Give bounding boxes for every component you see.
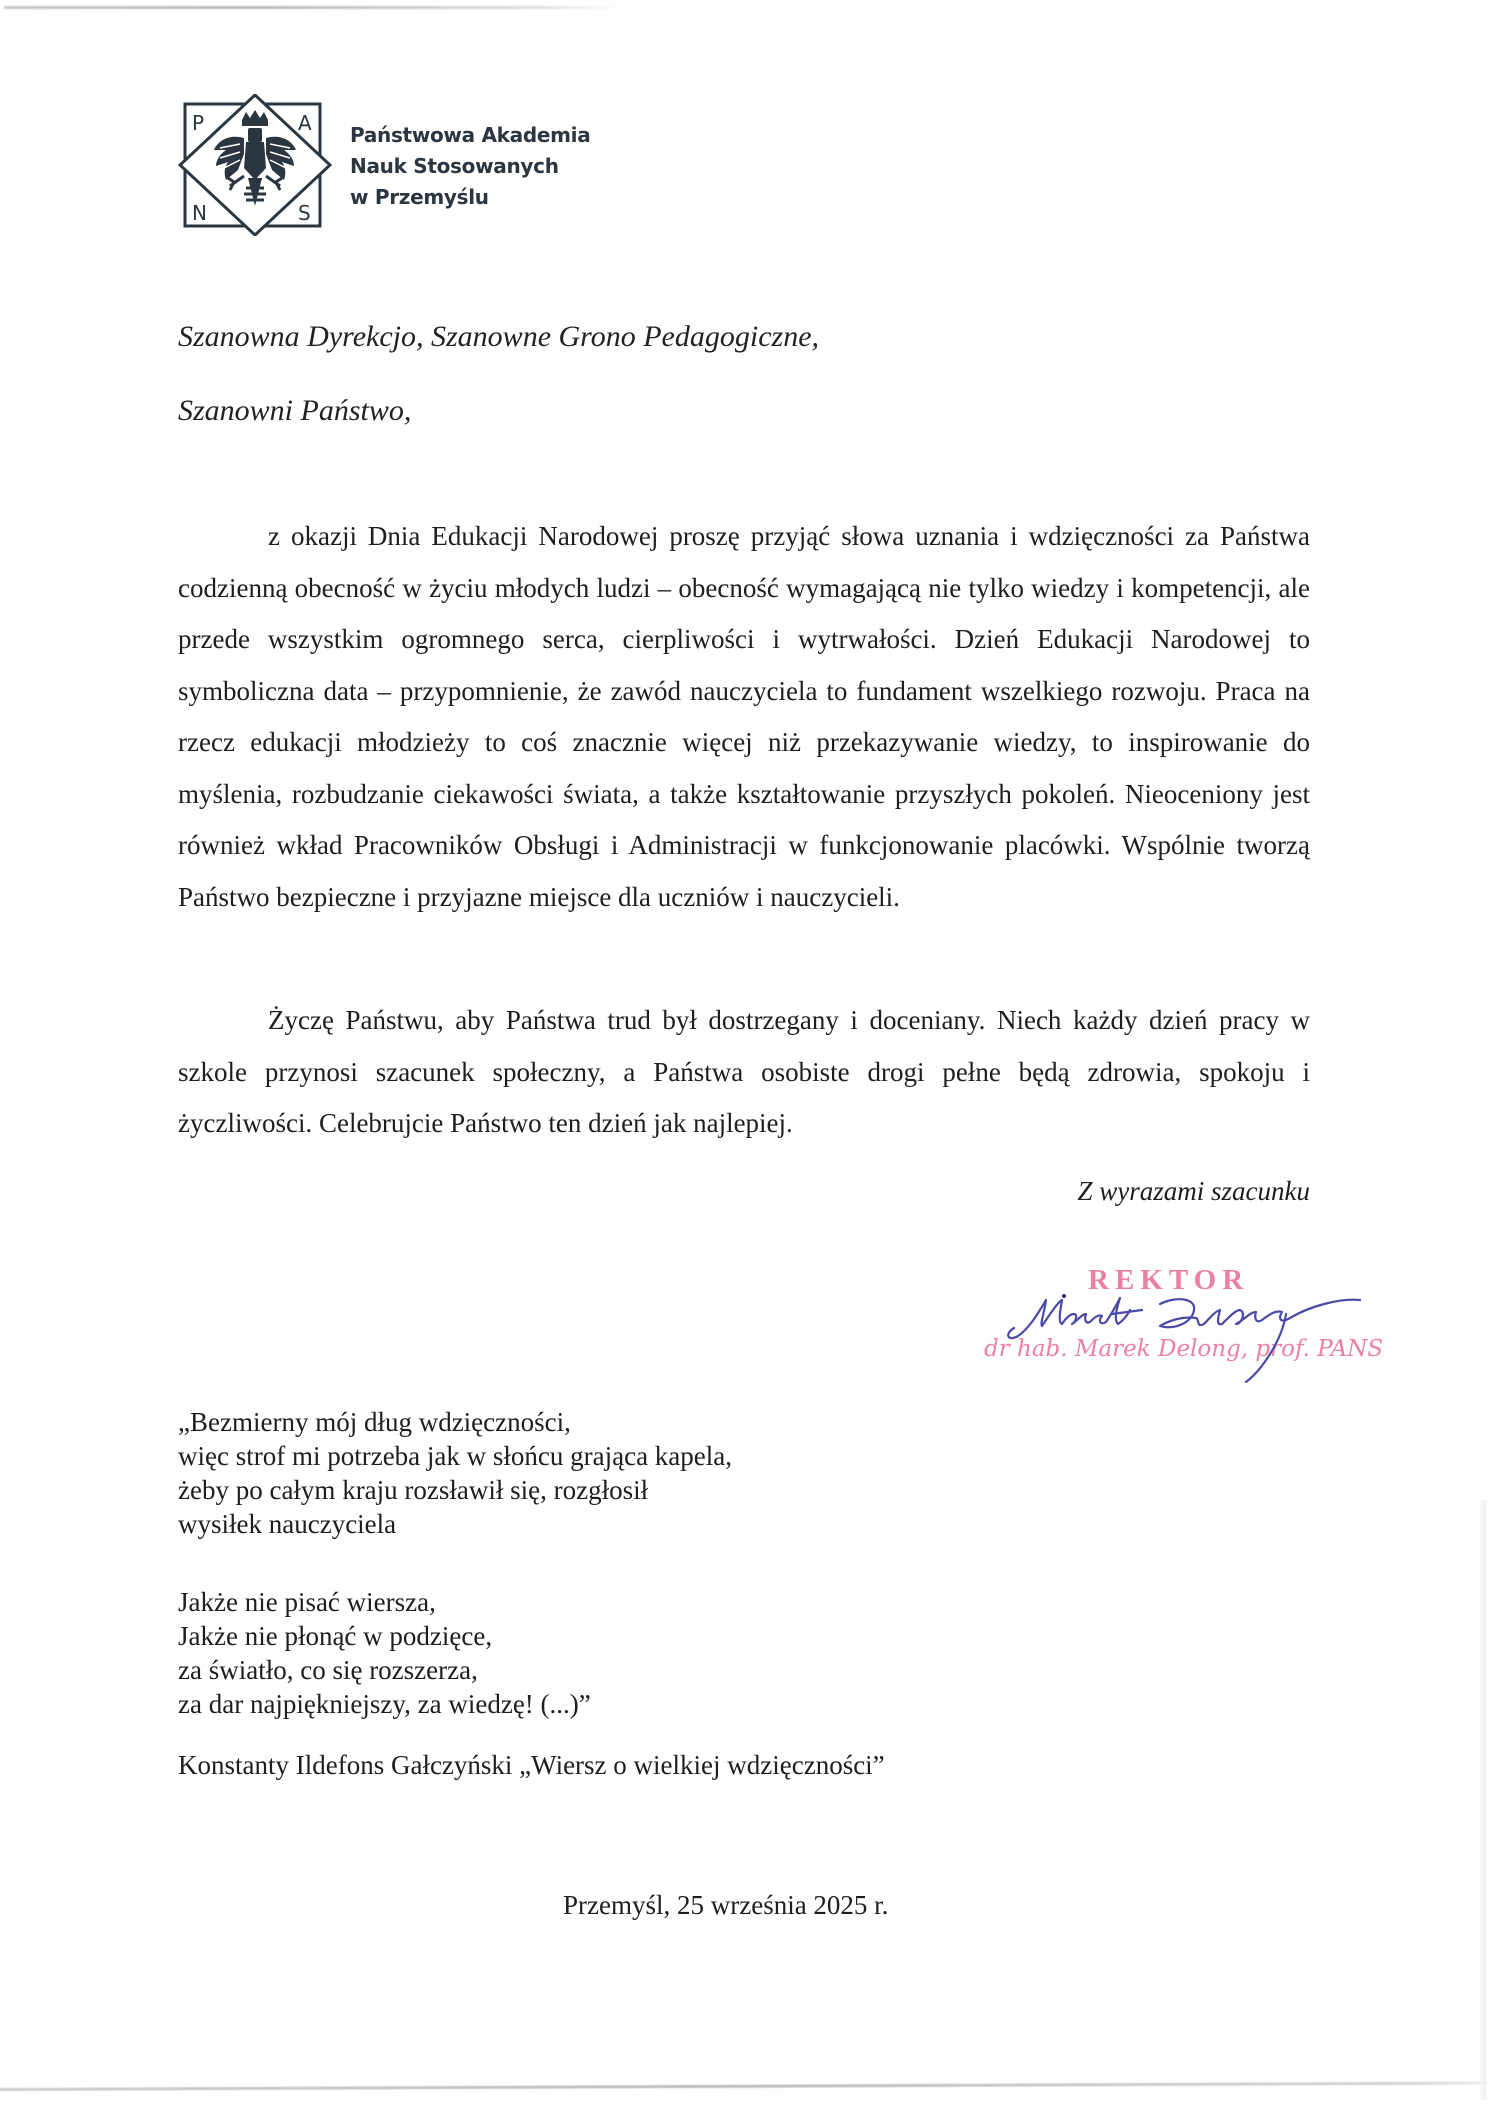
poem-line: Jakże nie pisać wiersza, [178, 1587, 436, 1617]
logo-letter-p: P [192, 111, 205, 135]
logo-letter-n: N [192, 201, 207, 225]
scan-top-edge [4, 6, 624, 9]
closing-phrase: Z wyrazami szacunku [1077, 1176, 1310, 1206]
poem-line: żeby po całym kraju rozsławił się, rozgłosił [178, 1475, 649, 1505]
poem-line: wysiłek nauczyciela [178, 1509, 397, 1539]
salutation-line-1: Szanowna Dyrekcjo, Szanowne Grono Pedagogiczne, [178, 320, 820, 353]
salutation-line-2: Szanowni Państwo, [178, 394, 412, 427]
place-and-date: Przemyśl, 25 września 2025 r. [563, 1890, 889, 1920]
org-name-line-2: Nauk Stosowanych [350, 154, 559, 178]
poem-attribution: Konstanty Ildefons Gałczyński „Wiersz o wielkiej wdzięczności” [178, 1750, 885, 1780]
scan-right-edge [1478, 1500, 1486, 2100]
university-logo [178, 94, 332, 236]
org-name-line-3: w Przemyślu [350, 185, 489, 209]
poem-stanza-2 [178, 1585, 1078, 1721]
poem-line: Jakże nie płonąć w podzięce, [178, 1621, 493, 1651]
handwritten-signature-icon [1000, 1270, 1380, 1390]
body-paragraph-1: z okazji Dnia Edukacji Narodowej proszę przyjąć słowa uznania i wdzięczności za Państwa codzienną obecność w życiu młodych ludzi – obecność wymagającą nie tylko wiedzy i kompetencji, ale przede wszystkim ogromnego serca, cierpliwości i wytrwałości. Dzień Edukacji Narodowej to symboliczna data – przypomnienie, że zawód nauczyciela to fundament wszelkiego rozwoju. Praca na rzecz edukacji młodzieży to coś znacznie więcej niż przekazywanie wiedzy, to inspirowanie do myślenia, rozbudzanie ciekawości świata, a także kształtowanie przyszłych pokoleń. Nieoceniony jest również wkład Pracowników Obsługi i Administracji w funkcjonowanie placówki. Wspólnie tworzą Państwo bezpieczne i przyjazne miejsce dla uczniów i nauczycieli. [178, 521, 1310, 912]
organization-name [350, 120, 590, 213]
eagle-emblem-icon [178, 94, 332, 236]
poem-line: za dar najpiękniejszy, za wiedzę! (...)” [178, 1689, 591, 1719]
poem-line: za światło, co się rozszerza, [178, 1655, 478, 1685]
stamp-title: REKTOR [1088, 1264, 1250, 1296]
logo-letter-a: A [298, 111, 312, 135]
org-name-line-1: Państwowa Akademia [350, 123, 591, 147]
stamp-name: dr hab. Marek Delong, prof. PANS [984, 1336, 1384, 1362]
poem-line: więc strof mi potrzeba jak w słońcu grająca kapela, [178, 1441, 733, 1471]
poem-line: „Bezmierny mój dług wdzięczności, [178, 1407, 571, 1437]
scan-bottom-edge [0, 2082, 1488, 2091]
poem-stanza-1 [178, 1405, 1078, 1541]
body-paragraph-2: Życzę Państwu, aby Państwa trud był dostrzegany i doceniany. Niech każdy dzień pracy w szkole przynosi szacunek społeczny, a Państwa osobiste drogi pełne będą zdrowia, spokoju i życzliwości. Celebrujcie Państwo ten dzień jak najlepiej. [178, 1005, 1310, 1138]
logo-letter-s: S [298, 201, 311, 225]
